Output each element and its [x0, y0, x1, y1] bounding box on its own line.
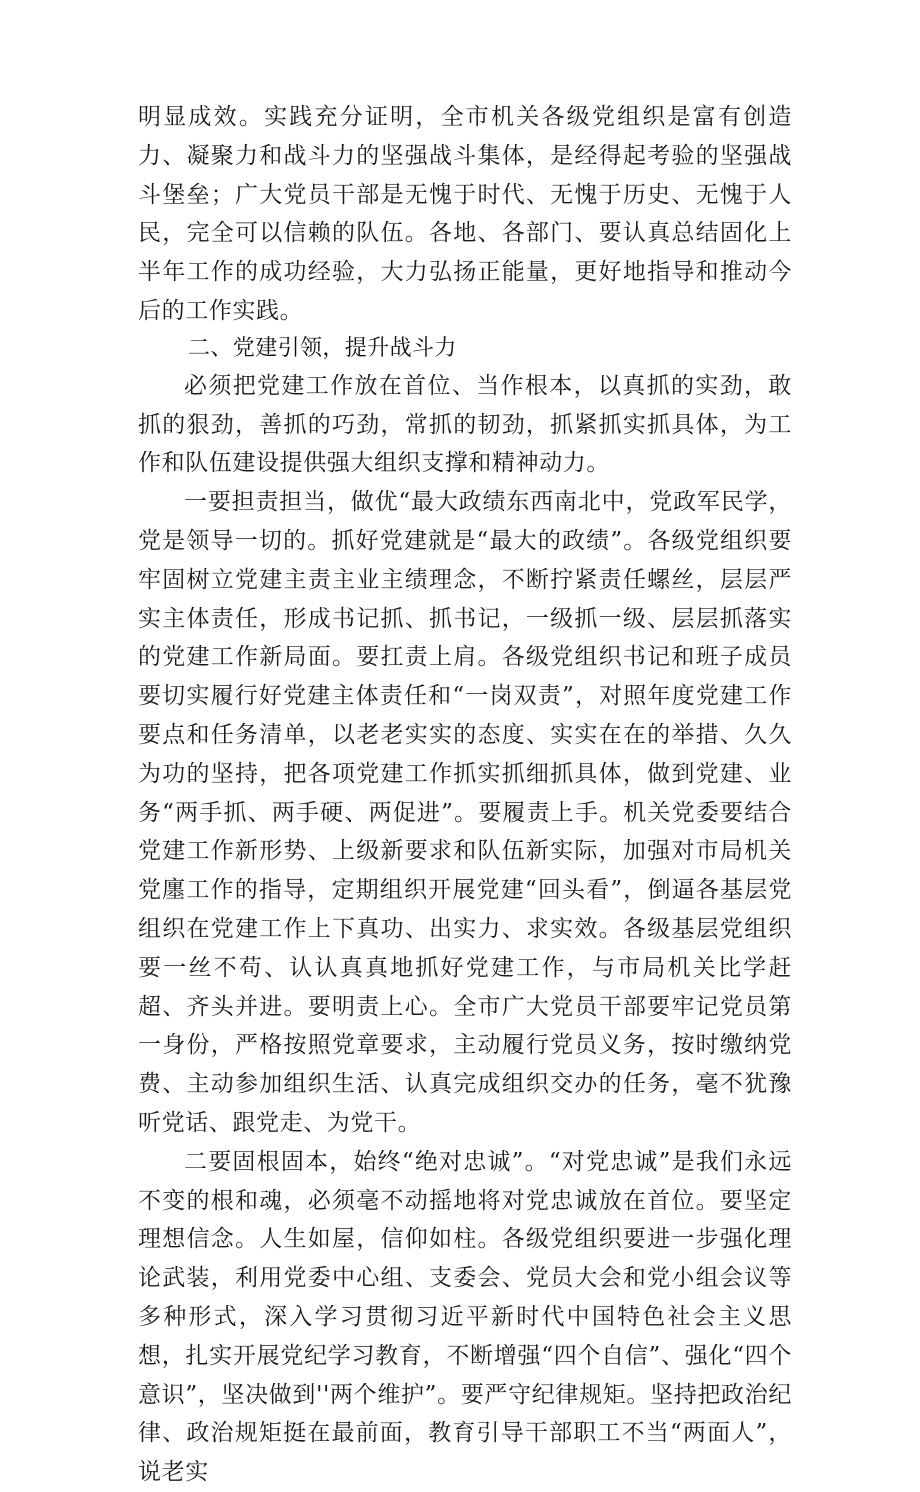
paragraph-continuation: 明显成效。实践充分证明，全市机关各级党组织是富有创造力、凝聚力和战斗力的坚强战斗集体，是经得起考验的坚强战斗堡垒；广大党员干部是无愧于时代、无愧于历史、无愧于人民，完全可以信赖的队伍。各地、各部门、要认真总结固化上半年工作的成功经验，大力弘扬正能量，更好地指导和推动今后的工作实践。 [138, 104, 792, 324]
paragraph-loyalty: 二要固根固本，始终“绝对忠诚”。“对党忠诚”是我们永远不变的根和魂，必须毫不动摇地将对党忠诚放在首位。要坚定理想信念。人生如屋，信仰如柱。各级党组织要进一步强化理论武装，利用党委中心组、支委会、党员大会和党小组会议等多种形式，深入学习贯彻习近平新时代中国特色社会主义思想，扎实开展党纪学习教育，不断增强“四个自信”、强化“四个意识”，坚决做到''两个维护”。要严守纪律规矩。坚持把政治纪律、政治规矩挺在最前面，教育引导干部职工不当“两面人”，说老实 [138, 1148, 792, 1486]
paragraph-party-building-intro: 必须把党建工作放在首位、当作根本，以真抓的实劲，敢抓的狠劲，善抓的巧劲，常抓的韧劲，抓紧抓实抓具体，为工作和队伍建设提供强大组织支撑和精神动力。 [138, 372, 792, 477]
document-body [138, 98, 792, 1492]
paragraph-responsibility: 一要担责担当，做优“最大政绩东西南北中，党政军民学，党是领导一切的。抓好党建就是“最大的政绩”。各级党组织要牢固树立党建主责主业主绩理念，不断拧紧责任螺丝，层层严实主体责任，形成书记抓、抓书记，一级抓一级、层层抓落实的党建工作新局面。要扛责上肩。各级党组织书记和班子成员要切实履行好党建主体责任和“一岗双责”，对照年度党建工作要点和任务清单，以老老实实的态度、实实在在的举措、久久为功的坚持，把各项党建工作抓实抓细抓具体，做到党建、业务“两手抓、两手硬、两促进”。要履责上手。机关党委要结合党建工作新形势、上级新要求和队伍新实际，加强对市局机关党廛工作的指导，定期组织开展党建“回头看”，倒逼各基层党组织在党建工作上下真功、出实力、求实效。各级基层党组织要一丝不苟、认认真真地抓好党建工作，与市局机关比学赶超、齐头并进。要明责上心。全市广大党员干部要牢记党员第一身份，严格按照党章要求，主动履行党员义务，按时缴纳党费、主动参加组织生活、认真完成组织交办的任务，毫不犹豫听党话、跟党走、为党干。 [138, 489, 792, 1136]
section-heading: 二、党建引领，提升战斗力 [188, 335, 457, 361]
